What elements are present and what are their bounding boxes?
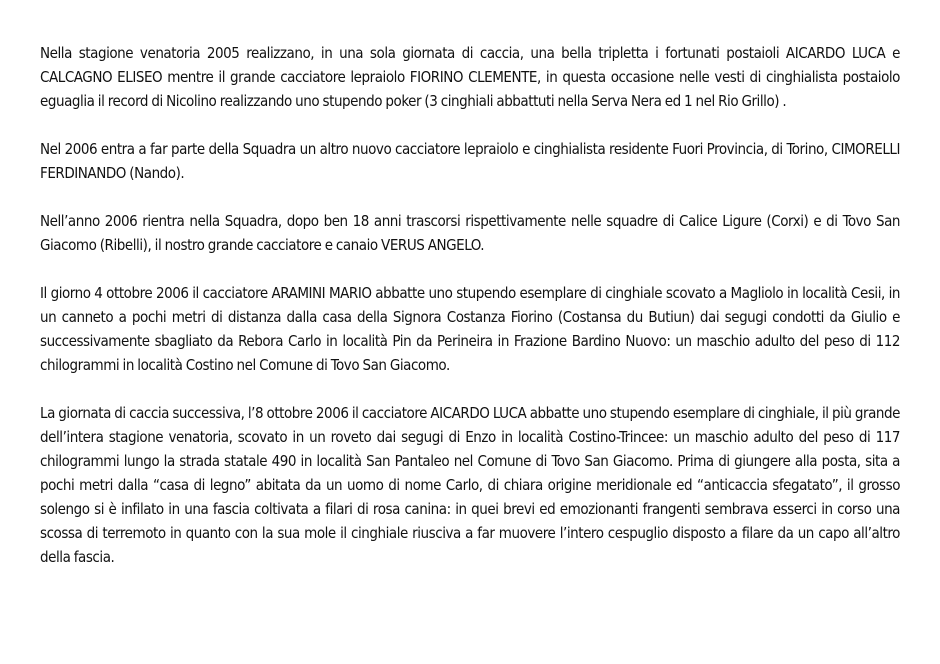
paragraph-2005-season: Nella stagione venatoria 2005 realizzano, in una sola giornata di caccia, una bella tripletta i fortunati postaioli AICARDO LUCA e CALCAGNO ELISEO mentre il grande cacciatore lepraiolo FIORINO CLEMENTE, in questa occasione nelle vesti di cinghialista postaiolo eguaglia il record di Nicolino realizzando uno stupendo poker (3 cinghiali abbattuti nella Serva Nera ed 1 nel Rio Grillo) . [40,44,900,110]
paragraph-4-october-2006: Il giorno 4 ottobre 2006 il cacciatore ARAMINI MARIO abbatte uno stupendo esemplare di cinghiale scovato a Magliolo in località Cesii, in un canneto a pochi metri di distanza dalla casa della Signora Costanza Fiorino (Costansa du Butiun) dai segugi condotti da Giulio e successivamente sbagliato da Rebora Carlo in località Pin da Perineira in Frazione Bardino Nuovo: un maschio adulto del peso di 112 chilogrammi in località Costino nel Comune di Tovo San Giacomo. [40,284,900,374]
document-body [40,41,900,593]
paragraph-2006-return: Nell’anno 2006 rientra nella Squadra, dopo ben 18 anni trascorsi rispettivamente nelle squadre di Calice Ligure (Corxi) e di Tovo San Giacomo (Ribelli), il nostro grande cacciatore e canaio VERUS ANGELO. [40,212,900,254]
paragraph-2006-new-member: Nel 2006 entra a far parte della Squadra un altro nuovo cacciatore lepraiolo e cinghialista residente Fuori Provincia, di Torino, CIMORELLI FERDINANDO (Nando). [40,140,900,182]
paragraph-8-october-2006: La giornata di caccia successiva, l’8 ottobre 2006 il cacciatore AICARDO LUCA abbatte uno stupendo esemplare di cinghiale, il più grande dell’intera stagione venatoria, scovato in un roveto dai segugi di Enzo in località Costino-Trincee: un maschio adulto del peso di 117 chilogrammi lungo la strada statale 490 in località San Pantaleo nel Comune di Tovo San Giacomo. Prima di giungere alla posta, sita a pochi metri dalla “casa di legno” abitata da un uomo di nome Carlo, di chiara origine meridionale ed “anticaccia sfegatato”, il grosso solengo si è infilato in una fascia coltivata a filari di rosa canina: in quei brevi ed emozionanti frangenti sembrava esserci in corso una scossa di terremoto in quanto con la sua mole il cinghiale riusciva a far muovere l’intero cespuglio disposto a filare da un capo all’altro della fascia. [40,404,900,566]
